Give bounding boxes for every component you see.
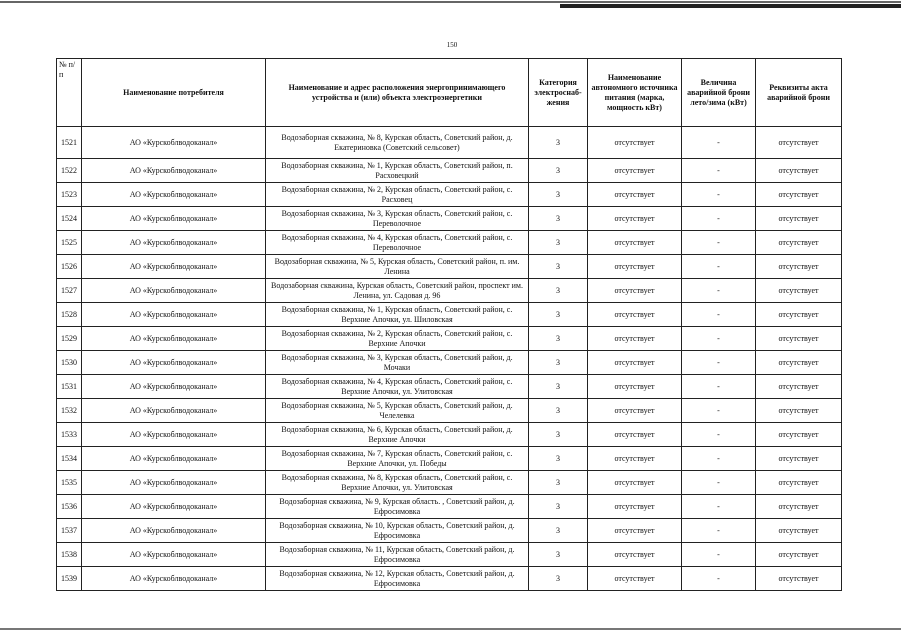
header-category: Категория электроснаб-жения (529, 59, 588, 127)
header-address: Наименование и адрес расположения энергопринимающего устройства и (или) объекта электроэнергетики (266, 59, 529, 127)
row-category: 3 (529, 375, 588, 399)
row-category: 3 (529, 423, 588, 447)
row-number: 1526 (57, 255, 82, 279)
row-act-details: отсутствует (756, 447, 842, 471)
row-reserve-value: - (682, 255, 756, 279)
row-category: 3 (529, 543, 588, 567)
table-row (57, 447, 842, 471)
row-power-source: отсутствует (588, 303, 682, 327)
row-address: Водозаборная скважина, № 4, Курская область, Советский район, с. Верхние Апочки, ул. Улитовская (266, 375, 529, 399)
row-consumer: АО «Курскоблводоканал» (82, 159, 266, 183)
row-address: Водозаборная скважина, Курская область, Советский район, проспект им. Ленина, ул. Садовая д. 96 (266, 279, 529, 303)
table-row (57, 127, 842, 159)
row-consumer: АО «Курскоблводоканал» (82, 543, 266, 567)
table-row (57, 351, 842, 375)
row-category: 3 (529, 567, 588, 591)
row-number: 1524 (57, 207, 82, 231)
table-row (57, 519, 842, 543)
page-number: 150 (446, 41, 458, 49)
table-row (57, 543, 842, 567)
row-number: 1535 (57, 471, 82, 495)
row-power-source: отсутствует (588, 127, 682, 159)
row-reserve-value: - (682, 399, 756, 423)
scan-edge-line (0, 1, 901, 3)
row-act-details: отсутствует (756, 519, 842, 543)
row-address: Водозаборная скважина, № 4, Курская область, Советский район, с. Переволочное (266, 231, 529, 255)
row-reserve-value: - (682, 127, 756, 159)
row-act-details: отсутствует (756, 471, 842, 495)
scan-bottom-line (0, 628, 901, 630)
row-power-source: отсутствует (588, 471, 682, 495)
header-power-source: Наименование автономного источника питания (марка, мощность кВт) (588, 59, 682, 127)
row-number: 1522 (57, 159, 82, 183)
row-category: 3 (529, 519, 588, 543)
row-act-details: отсутствует (756, 303, 842, 327)
row-power-source: отсутствует (588, 207, 682, 231)
row-category: 3 (529, 207, 588, 231)
row-power-source: отсутствует (588, 231, 682, 255)
row-power-source: отсутствует (588, 399, 682, 423)
row-consumer: АО «Курскоблводоканал» (82, 423, 266, 447)
row-consumer: АО «Курскоблводоканал» (82, 495, 266, 519)
header-number: № п/п (57, 59, 82, 127)
row-power-source: отсутствует (588, 567, 682, 591)
table-row (57, 255, 842, 279)
row-category: 3 (529, 495, 588, 519)
row-act-details: отсутствует (756, 399, 842, 423)
row-category: 3 (529, 399, 588, 423)
table-row (57, 183, 842, 207)
row-reserve-value: - (682, 279, 756, 303)
row-address: Водозаборная скважина, № 10, Курская область, Советский район, д. Ефросимовка (266, 519, 529, 543)
row-reserve-value: - (682, 543, 756, 567)
header-consumer: Наименование потребителя (82, 59, 266, 127)
row-category: 3 (529, 159, 588, 183)
row-number: 1527 (57, 279, 82, 303)
table-row (57, 471, 842, 495)
row-number: 1531 (57, 375, 82, 399)
row-number: 1530 (57, 351, 82, 375)
row-reserve-value: - (682, 231, 756, 255)
row-reserve-value: - (682, 183, 756, 207)
row-consumer: АО «Курскоблводоканал» (82, 207, 266, 231)
row-act-details: отсутствует (756, 127, 842, 159)
row-number: 1538 (57, 543, 82, 567)
row-address: Водозаборная скважина, № 12, Курская область, Советский район, д. Ефросимовка (266, 567, 529, 591)
row-category: 3 (529, 127, 588, 159)
row-address: Водозаборная скважина, № 9, Курская область. , Советский район, д. Ефросимовка (266, 495, 529, 519)
table-row (57, 279, 842, 303)
row-act-details: отсутствует (756, 279, 842, 303)
row-consumer: АО «Курскоблводоканал» (82, 127, 266, 159)
table-row (57, 495, 842, 519)
row-category: 3 (529, 447, 588, 471)
row-address: Водозаборная скважина, № 2, Курская область, Советский район, с. Верхние Апочки (266, 327, 529, 351)
row-act-details: отсутствует (756, 375, 842, 399)
row-category: 3 (529, 231, 588, 255)
row-consumer: АО «Курскоблводоканал» (82, 327, 266, 351)
row-number: 1521 (57, 127, 82, 159)
row-reserve-value: - (682, 159, 756, 183)
row-address: Водозаборная скважина, № 11, Курская область, Советский район, д. Ефросимовка (266, 543, 529, 567)
row-consumer: АО «Курскоблводоканал» (82, 567, 266, 591)
row-power-source: отсутствует (588, 327, 682, 351)
row-act-details: отсутствует (756, 423, 842, 447)
row-number: 1525 (57, 231, 82, 255)
row-category: 3 (529, 351, 588, 375)
row-consumer: АО «Курскоблводоканал» (82, 447, 266, 471)
row-address: Водозаборная скважина, № 5, Курская область, Советский район, д. Челелевка (266, 399, 529, 423)
table-row (57, 423, 842, 447)
row-number: 1534 (57, 447, 82, 471)
row-category: 3 (529, 303, 588, 327)
row-address: Водозаборная скважина, № 5, Курская область, Советский район, п. им. Ленина (266, 255, 529, 279)
row-reserve-value: - (682, 519, 756, 543)
row-number: 1528 (57, 303, 82, 327)
reserve-table (56, 58, 842, 591)
row-power-source: отсутствует (588, 543, 682, 567)
row-number: 1539 (57, 567, 82, 591)
row-consumer: АО «Курскоблводоканал» (82, 399, 266, 423)
row-reserve-value: - (682, 471, 756, 495)
row-power-source: отсутствует (588, 423, 682, 447)
row-consumer: АО «Курскоблводоканал» (82, 231, 266, 255)
row-act-details: отсутствует (756, 543, 842, 567)
row-consumer: АО «Курскоблводоканал» (82, 279, 266, 303)
table-header-row (57, 59, 842, 127)
row-reserve-value: - (682, 567, 756, 591)
row-address: Водозаборная скважина, № 6, Курская область, Советский район, д. Верхние Апочки (266, 423, 529, 447)
row-reserve-value: - (682, 303, 756, 327)
row-power-source: отсутствует (588, 447, 682, 471)
row-address: Водозаборная скважина, № 7, Курская область, Советский район, с. Верхние Апочки, ул. Победы (266, 447, 529, 471)
row-category: 3 (529, 327, 588, 351)
row-reserve-value: - (682, 327, 756, 351)
table-row (57, 399, 842, 423)
row-act-details: отсутствует (756, 567, 842, 591)
row-category: 3 (529, 183, 588, 207)
row-reserve-value: - (682, 375, 756, 399)
table-row (57, 375, 842, 399)
header-reserve-value: Величина аварийной брони лето/зима (кВт) (682, 59, 756, 127)
table-row (57, 327, 842, 351)
row-power-source: отсутствует (588, 519, 682, 543)
scan-edge-band (560, 4, 901, 8)
row-power-source: отсутствует (588, 375, 682, 399)
table-row (57, 159, 842, 183)
table-row (57, 567, 842, 591)
row-category: 3 (529, 471, 588, 495)
row-address: Водозаборная скважина, № 8, Курская область, Советский район, с. Верхние Апочки, ул. Улитовская (266, 471, 529, 495)
row-act-details: отсутствует (756, 183, 842, 207)
row-address: Водозаборная скважина, № 1, Курская область, Советский район, п. Расховецкий (266, 159, 529, 183)
row-consumer: АО «Курскоблводоканал» (82, 471, 266, 495)
row-category: 3 (529, 279, 588, 303)
row-address: Водозаборная скважина, № 1, Курская область, Советский район, с. Верхние Апочки, ул. Шиловская (266, 303, 529, 327)
header-act-details: Реквизиты акта аварийной брони (756, 59, 842, 127)
row-reserve-value: - (682, 495, 756, 519)
row-consumer: АО «Курскоблводоканал» (82, 351, 266, 375)
row-consumer: АО «Курскоблводоканал» (82, 519, 266, 543)
row-number: 1533 (57, 423, 82, 447)
table-row (57, 207, 842, 231)
row-consumer: АО «Курскоблводоканал» (82, 255, 266, 279)
row-reserve-value: - (682, 423, 756, 447)
row-power-source: отсутствует (588, 351, 682, 375)
row-act-details: отсутствует (756, 327, 842, 351)
row-address: Водозаборная скважина, № 2, Курская область, Советский район, с. Расховец (266, 183, 529, 207)
row-address: Водозаборная скважина, № 8, Курская область, Советский район, д. Екатериновка (Советский сельсовет) (266, 127, 529, 159)
row-power-source: отсутствует (588, 183, 682, 207)
row-act-details: отсутствует (756, 159, 842, 183)
row-power-source: отсутствует (588, 159, 682, 183)
row-consumer: АО «Курскоблводоканал» (82, 303, 266, 327)
row-number: 1523 (57, 183, 82, 207)
row-number: 1532 (57, 399, 82, 423)
table-row (57, 303, 842, 327)
row-address: Водозаборная скважина, № 3, Курская область, Советский район, д. Мочаки (266, 351, 529, 375)
row-power-source: отсутствует (588, 255, 682, 279)
row-number: 1536 (57, 495, 82, 519)
row-consumer: АО «Курскоблводоканал» (82, 375, 266, 399)
row-act-details: отсутствует (756, 231, 842, 255)
row-number: 1537 (57, 519, 82, 543)
row-address: Водозаборная скважина, № 3, Курская область, Советский район, с. Переволочное (266, 207, 529, 231)
row-reserve-value: - (682, 351, 756, 375)
row-act-details: отсутствует (756, 351, 842, 375)
row-act-details: отсутствует (756, 255, 842, 279)
row-power-source: отсутствует (588, 495, 682, 519)
row-act-details: отсутствует (756, 495, 842, 519)
row-reserve-value: - (682, 207, 756, 231)
row-category: 3 (529, 255, 588, 279)
row-power-source: отсутствует (588, 279, 682, 303)
row-reserve-value: - (682, 447, 756, 471)
row-consumer: АО «Курскоблводоканал» (82, 183, 266, 207)
row-act-details: отсутствует (756, 207, 842, 231)
row-number: 1529 (57, 327, 82, 351)
table-row (57, 231, 842, 255)
